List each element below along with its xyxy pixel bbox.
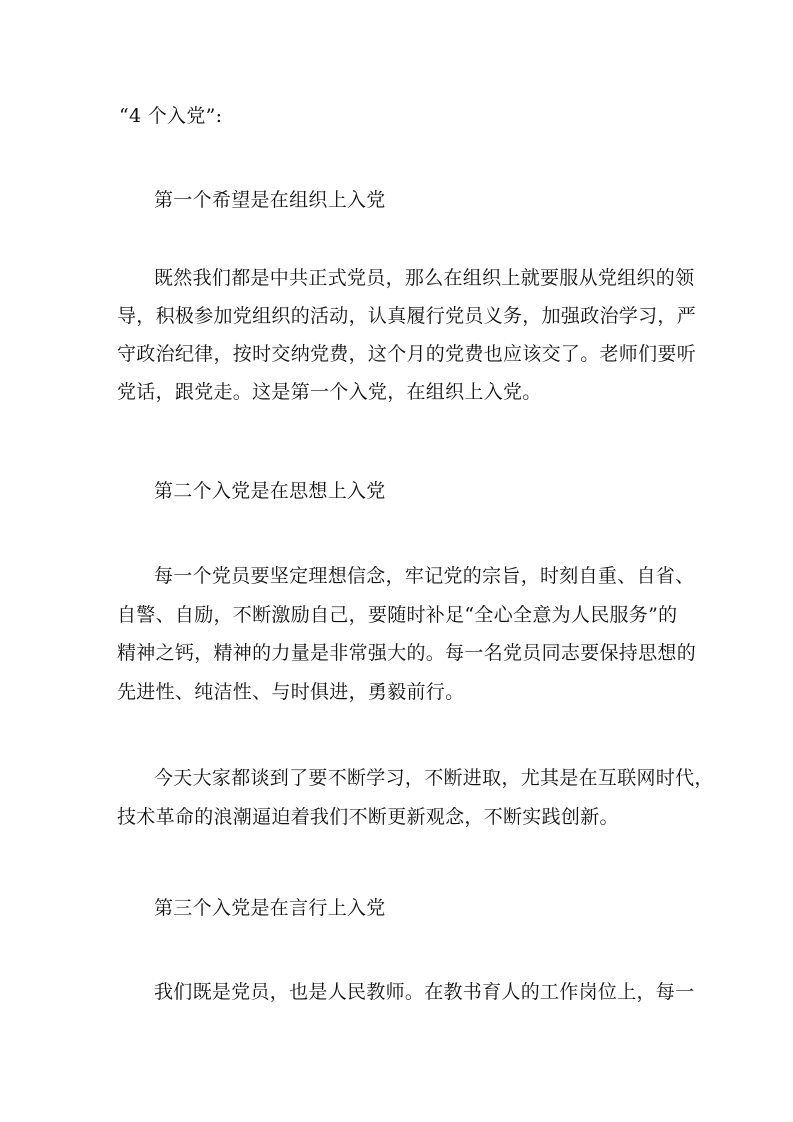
paragraph-3-line-2: 技术革命的浪潮逼迫着我们不断更新观念，不断实践创新。 [117,806,619,828]
paragraph-1-line-4: 党话，跟党走。这是第一个入党，在组织上入党。 [117,381,542,403]
section-title-1: 第一个希望是在组织上入党 [154,189,386,211]
paragraph-1-line-1: 既然我们都是中共正式党员，那么在组织上就要服从党组织的领 [154,267,695,289]
paragraph-2-line-1: 每一个党员要坚定理想信念，牢记党的宗旨，时刻自重、自省、 [154,565,695,587]
paragraph-1-line-2: 导，积极参加党组织的活动，认真履行党员义务，加强政治学习，严 [117,305,697,327]
section-title-3: 第三个入党是在言行上入党 [154,897,386,919]
document-heading: “4 个入党”: [119,105,223,127]
paragraph-1-line-3: 守政治纪律，按时交纳党费，这个月的党费也应该交了。老师们要听 [117,343,697,365]
paragraph-2-line-3: 精神之钙，精神的力量是非常强大的。每一名党员同志要保持思想的 [117,642,697,664]
paragraph-2-line-4: 先进性、纯洁性、与时俱进，勇毅前行。 [117,681,465,703]
section-title-2: 第二个入党是在思想上入党 [154,480,386,502]
paragraph-4-line-1: 我们既是党员，也是人民教师。在教书育人的工作岗位上，每一 [154,981,695,1003]
paragraph-3-line-1: 今天大家都谈到了要不断学习，不断进取，尤其是在互联网时代， [154,767,714,789]
paragraph-2-line-2: 自警、自励，不断激励自己，要随时补足“全心全意为人民服务”的 [117,604,678,626]
